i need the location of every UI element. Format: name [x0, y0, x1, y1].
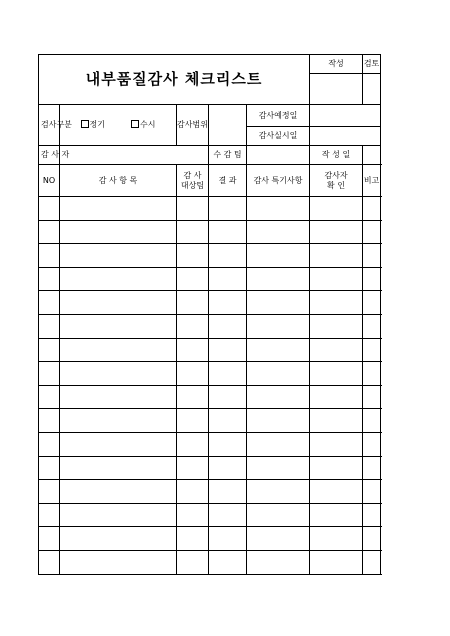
target-cell[interactable]: [177, 480, 209, 504]
result-cell[interactable]: [209, 244, 247, 268]
planned-date-value[interactable]: [310, 105, 381, 127]
column-header-no: NO: [39, 165, 60, 197]
table-row: [39, 527, 381, 551]
remarks-cell[interactable]: [363, 244, 381, 268]
no-cell[interactable]: [39, 220, 60, 244]
table-row: [39, 267, 381, 291]
confirm-cell[interactable]: [310, 220, 363, 244]
result-cell[interactable]: [209, 338, 247, 362]
no-cell[interactable]: [39, 550, 60, 574]
remarks-cell[interactable]: [363, 220, 381, 244]
approval-review-sign-box[interactable]: [363, 74, 381, 105]
column-header-item: 감 사 항 목: [60, 165, 177, 197]
result-cell[interactable]: [209, 503, 247, 527]
table-row: [39, 197, 381, 221]
no-cell[interactable]: [39, 503, 60, 527]
remarks-cell[interactable]: [363, 432, 381, 456]
auditor-value[interactable]: [60, 146, 209, 165]
no-cell[interactable]: [39, 480, 60, 504]
confirm-cell[interactable]: [310, 432, 363, 456]
notes-cell[interactable]: [247, 267, 310, 291]
table-row: [39, 362, 381, 386]
item-cell[interactable]: [60, 432, 177, 456]
notes-cell[interactable]: [247, 291, 310, 315]
no-cell[interactable]: [39, 362, 60, 386]
target-cell[interactable]: [177, 409, 209, 433]
item-cell[interactable]: [60, 409, 177, 433]
confirm-cell[interactable]: [310, 267, 363, 291]
table-row: [39, 385, 381, 409]
target-cell[interactable]: [177, 503, 209, 527]
audit-scope-value[interactable]: [209, 105, 247, 146]
result-cell[interactable]: [209, 197, 247, 221]
result-cell[interactable]: [209, 456, 247, 480]
approval-write-sign-box[interactable]: [310, 74, 363, 105]
table-row: [39, 480, 381, 504]
notes-cell[interactable]: [247, 362, 310, 386]
confirm-cell[interactable]: [310, 480, 363, 504]
audit-scope-label: 감사범위: [177, 105, 209, 146]
regular-option-label: 정기: [89, 120, 105, 130]
no-cell[interactable]: [39, 197, 60, 221]
confirm-cell[interactable]: [310, 244, 363, 268]
notes-cell[interactable]: [247, 432, 310, 456]
remarks-cell[interactable]: [363, 314, 381, 338]
table-row: [39, 550, 381, 574]
confirm-cell[interactable]: [310, 197, 363, 221]
no-cell[interactable]: [39, 338, 60, 362]
result-cell[interactable]: [209, 220, 247, 244]
remarks-cell[interactable]: [363, 385, 381, 409]
auditor-label: 감 사 자: [39, 146, 60, 165]
target-cell[interactable]: [177, 527, 209, 551]
notes-cell[interactable]: [247, 220, 310, 244]
target-cell[interactable]: [177, 267, 209, 291]
form-title: 내부품질감사 체크리스트: [39, 55, 310, 105]
no-cell[interactable]: [39, 456, 60, 480]
confirm-cell[interactable]: [310, 503, 363, 527]
notes-cell[interactable]: [247, 244, 310, 268]
no-cell[interactable]: [39, 244, 60, 268]
target-cell[interactable]: [177, 385, 209, 409]
table-row: [39, 456, 381, 480]
target-cell[interactable]: [177, 338, 209, 362]
notes-cell[interactable]: [247, 503, 310, 527]
notes-cell[interactable]: [247, 197, 310, 221]
column-header-notes: 감사 특기사항: [247, 165, 310, 197]
auditee-value[interactable]: [247, 146, 310, 165]
notes-cell[interactable]: [247, 550, 310, 574]
column-header-result: 결 과: [209, 165, 247, 197]
column-header-confirm: [310, 165, 363, 197]
table-row: [39, 314, 381, 338]
confirm-cell[interactable]: [310, 409, 363, 433]
confirm-cell[interactable]: [310, 362, 363, 386]
target-cell[interactable]: [177, 244, 209, 268]
approval-review-header: 검토: [363, 55, 381, 74]
remarks-cell[interactable]: [363, 503, 381, 527]
notes-cell[interactable]: [247, 527, 310, 551]
column-header-target-line1: 감 사: [183, 171, 202, 181]
table-row: [39, 220, 381, 244]
target-cell[interactable]: [177, 291, 209, 315]
audit-type-label: 검사구분: [39, 105, 60, 146]
target-cell[interactable]: [177, 220, 209, 244]
notes-cell[interactable]: [247, 456, 310, 480]
item-cell[interactable]: [60, 338, 177, 362]
notes-cell[interactable]: [247, 409, 310, 433]
no-cell[interactable]: [39, 267, 60, 291]
column-header-target-line2: 대상팀: [180, 180, 205, 190]
remarks-cell[interactable]: [363, 550, 381, 574]
no-cell[interactable]: [39, 409, 60, 433]
notes-cell[interactable]: [247, 314, 310, 338]
occasional-option-label: 수시: [140, 120, 156, 130]
column-header-confirm-line1: 감사자: [324, 171, 348, 181]
occasional-checkbox[interactable]: [131, 120, 139, 128]
result-cell[interactable]: [209, 385, 247, 409]
notes-cell[interactable]: [247, 480, 310, 504]
target-cell[interactable]: [177, 456, 209, 480]
remarks-cell[interactable]: [363, 456, 381, 480]
table-row: [39, 291, 381, 315]
remarks-cell[interactable]: [363, 409, 381, 433]
no-cell[interactable]: [39, 432, 60, 456]
approval-write-header: 작성: [310, 55, 363, 74]
target-cell[interactable]: [177, 197, 209, 221]
target-cell[interactable]: [177, 314, 209, 338]
item-cell[interactable]: [60, 314, 177, 338]
table-row: [39, 432, 381, 456]
actual-date-label: 감사실시일: [247, 127, 310, 146]
confirm-cell[interactable]: [310, 385, 363, 409]
result-cell[interactable]: [209, 527, 247, 551]
regular-checkbox[interactable]: [81, 120, 89, 128]
item-cell[interactable]: [60, 550, 177, 574]
checklist-form: [38, 54, 381, 575]
written-date-label: 작 성 일: [310, 146, 363, 165]
actual-date-value[interactable]: [310, 127, 381, 146]
result-cell[interactable]: [209, 291, 247, 315]
column-header-confirm-line2: 확 인: [327, 180, 346, 190]
item-cell[interactable]: [60, 480, 177, 504]
notes-cell[interactable]: [247, 338, 310, 362]
item-cell[interactable]: [60, 244, 177, 268]
planned-date-label: 감사예정일: [247, 105, 310, 127]
audit-type-options: [60, 105, 177, 146]
result-cell[interactable]: [209, 550, 247, 574]
written-date-value[interactable]: [363, 146, 381, 165]
no-cell[interactable]: [39, 314, 60, 338]
notes-cell[interactable]: [247, 385, 310, 409]
item-cell[interactable]: [60, 385, 177, 409]
item-cell[interactable]: [60, 291, 177, 315]
table-row: [39, 409, 381, 433]
remarks-cell[interactable]: [363, 527, 381, 551]
table-row: [39, 503, 381, 527]
remarks-cell[interactable]: [363, 480, 381, 504]
column-header-remarks: 비고: [363, 165, 381, 197]
item-cell[interactable]: [60, 456, 177, 480]
item-cell[interactable]: [60, 220, 177, 244]
result-cell[interactable]: [209, 432, 247, 456]
item-cell[interactable]: [60, 362, 177, 386]
table-row: [39, 244, 381, 268]
confirm-cell[interactable]: [310, 527, 363, 551]
remarks-cell[interactable]: [363, 291, 381, 315]
result-cell[interactable]: [209, 314, 247, 338]
result-cell[interactable]: [209, 409, 247, 433]
result-cell[interactable]: [209, 362, 247, 386]
remarks-cell[interactable]: [363, 197, 381, 221]
no-cell[interactable]: [39, 291, 60, 315]
item-cell[interactable]: [60, 503, 177, 527]
result-cell[interactable]: [209, 267, 247, 291]
target-cell[interactable]: [177, 550, 209, 574]
table-row: [39, 338, 381, 362]
no-cell[interactable]: [39, 385, 60, 409]
column-header-target: [177, 165, 209, 197]
item-cell[interactable]: [60, 267, 177, 291]
item-cell[interactable]: [60, 197, 177, 221]
confirm-cell[interactable]: [310, 456, 363, 480]
confirm-cell[interactable]: [310, 291, 363, 315]
result-cell[interactable]: [209, 480, 247, 504]
remarks-cell[interactable]: [363, 338, 381, 362]
item-cell[interactable]: [60, 527, 177, 551]
remarks-cell[interactable]: [363, 362, 381, 386]
target-cell[interactable]: [177, 362, 209, 386]
confirm-cell[interactable]: [310, 314, 363, 338]
confirm-cell[interactable]: [310, 338, 363, 362]
confirm-cell[interactable]: [310, 550, 363, 574]
target-cell[interactable]: [177, 432, 209, 456]
no-cell[interactable]: [39, 527, 60, 551]
auditee-label: 수 감 팀: [209, 146, 247, 165]
remarks-cell[interactable]: [363, 267, 381, 291]
